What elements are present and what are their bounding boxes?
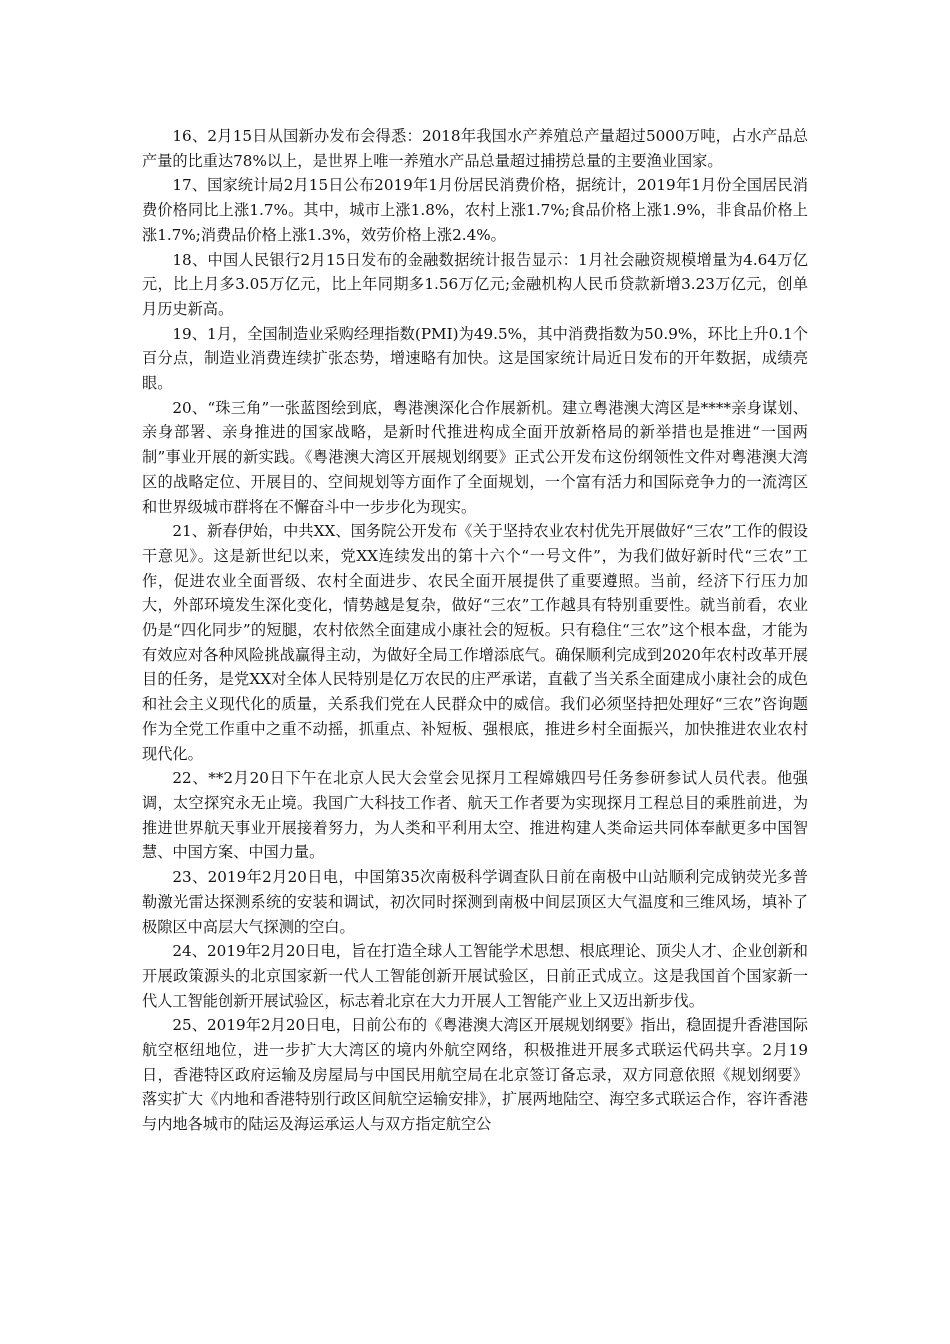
paragraph-17: 17、国家统计局2月15日公布2019年1月份居民消费价格，据统计，2019年1月份全国居民消费价格同比上涨1.7%。其中，城市上涨1.8%，农村上涨1.7%;食品价格上涨1.9%，非食品价格上涨1.7%;消费品价格上涨1.3%，效劳价格上涨2.4%。	[142, 176, 808, 244]
paragraph-21: 21、新春伊始，中共XX、国务院公开发布《关于坚持农业农村优先开展做好“三农”工作的假设干意见》。这是新世纪以来，党XX连续发出的第十六个“一号文件”，为我们做好新时代“三农”工作，促进农业全面晋级、农村全面进步、农民全面开展提供了重要遵照。当前，经济下行压力加大，外部环境发生深化变化，情势越是复杂，做好“三农”工作越具有特别重要性。就当前看，农业仍是“四化同步”的短腿，农村依然全面建成小康社会的短板。只有稳住“三农”这个根本盘，才能为有效应对各种风险挑战赢得主动，为做好全局工作增添底气。确保顺利完成到2020年农村改革开展目的任务，是党XX对全体人民特别是亿万农民的庄严承诺，直截了当关系全面建成小康社会的成色和社会主义现代化的质量，关系我们党在人民群众中的威信。我们必须坚持把处理好“三农”咨询题作为全党工作重中之重不动摇，抓重点、补短板、强根底，推进乡村全面振兴，加快推进农业农村现代化。	[142, 522, 808, 763]
paragraph-22: 22、**2月20日下午在北京人民大会堂会见探月工程嫦娥四号任务参研参试人员代表。他强调，太空探究永无止境。我国广大科技工作者、航天工作者要为实现探月工程总目的乘胜前进，为推进世界航天事业开展接着努力，为人类和平利用太空、推进构建人类命运共同体奉献更多中国智慧、中国方案、中国力量。	[142, 769, 808, 862]
paragraph-24: 24、2019年2月20日电，旨在打造全球人工智能学术思想、根底理论、顶尖人才、企业创新和开展政策源头的北京国家新一代人工智能创新开展试验区，日前正式成立。这是我国首个国家新一代人工智能创新开展试验区，标志着北京在大力开展人工智能产业上又迈出新步伐。	[142, 942, 808, 1010]
paragraph-23: 23、2019年2月20日电，中国第35次南极科学调查队日前在南极中山站顺利完成钠荧光多普勒激光雷达探测系统的安装和调试，初次同时探测到南极中间层顶区大气温度和三维风场，填补了极隙区中高层大气探测的空白。	[142, 868, 808, 936]
paragraph-20: 20、“珠三角”一张蓝图绘到底，粤港澳深化合作展新机。建立粤港澳大湾区是****亲身谋划、亲身部署、亲身推进的国家战略，是新时代推进构成全面开放新格局的新举措也是推进“一国两制”事业开展的新实践。《粤港澳大湾区开展规划纲要》正式公开发布这份纲领性文件对粤港澳大湾区的战略定位、开展目的、空间规划等方面作了全面规划，一个富有活力和国际竞争力的一流湾区和世界级城市群将在不懈奋斗中一步步化为现实。	[142, 398, 808, 516]
paragraph-25: 25、2019年2月20日电，日前公布的《粤港澳大湾区开展规划纲要》指出，稳固提升香港国际航空枢纽地位，进一步扩大大湾区的境内外航空网络，积极推进开展多式联运代码共享。2月19日，香港特区政府运输及房屋局与中国民用航空局在北京签订备忘录，双方同意依照《规划纲要》落实扩大《内地和香港特别行政区间航空运输安排》，扩展两地陆空、海空多式联运合作，容许香港与内地各城市的陆运及海运承运人与双方指定航空公	[142, 1016, 808, 1134]
document-body	[142, 124, 808, 1137]
paragraph-16: 16、2月15日从国新办发布会得悉：2018年我国水产养殖总产量超过5000万吨，占水产品总产量的比重达78%以上，是世界上唯一养殖水产品总量超过捕捞总量的主要渔业国家。	[142, 127, 808, 170]
paragraph-18: 18、中国人民银行2月15日发布的金融数据统计报告显示：1月社会融资规模增量为4.64万亿元，比上月多3.05万亿元，比上年同期多1.56万亿元;金融机构人民币贷款新增3.23万亿元，创单月历史新高。	[142, 250, 808, 318]
paragraph-19: 19、1月，全国制造业采购经理指数(PMI)为49.5%，其中消费指数为50.9%，环比上升0.1个百分点，制造业消费连续扩张态势，增速略有加快。这是国家统计局近日发布的开年数据，成绩亮眼。	[142, 324, 808, 393]
